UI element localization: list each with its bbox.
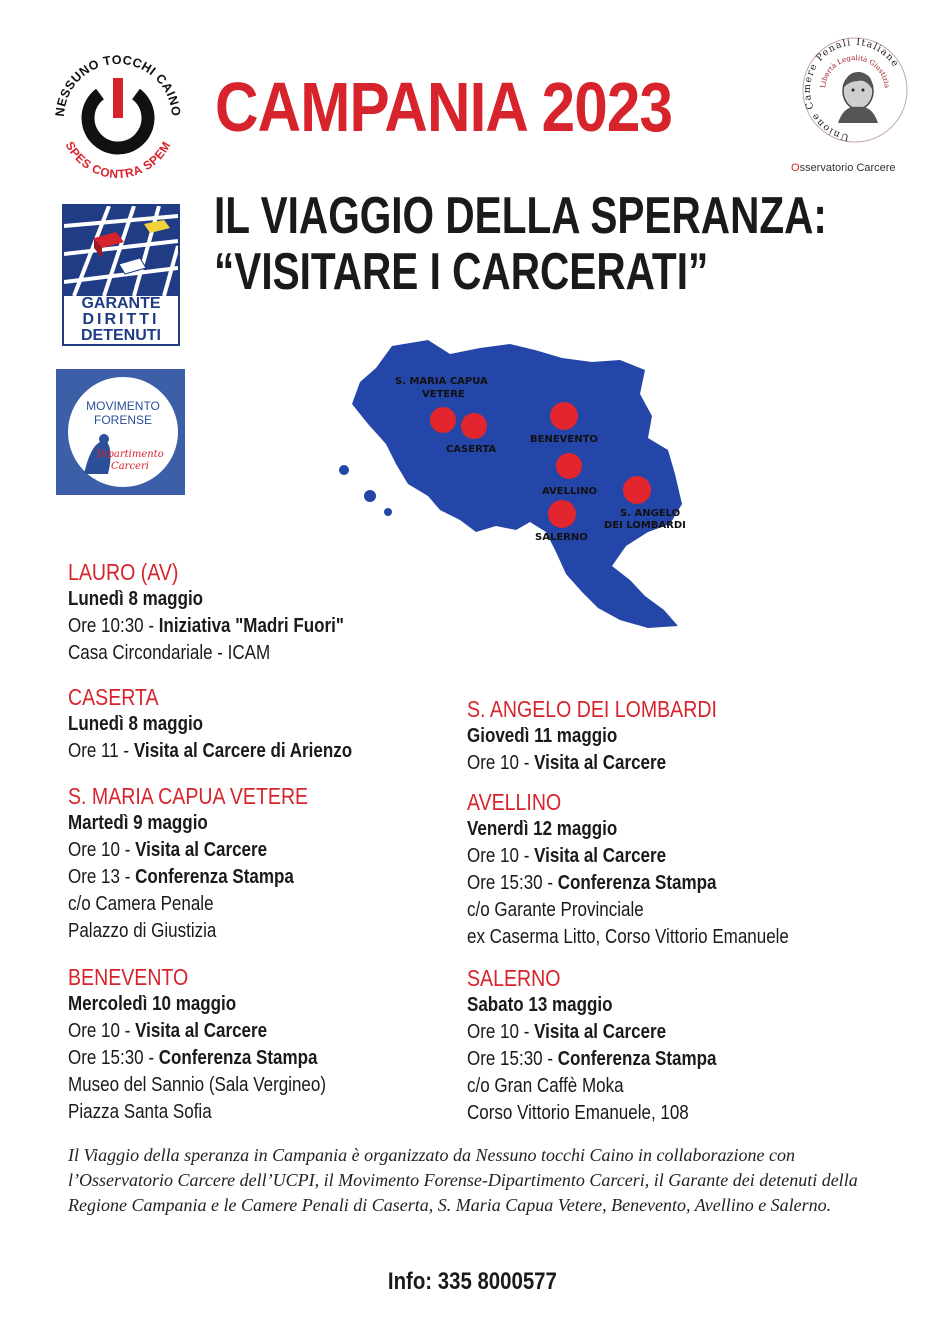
event-title: S. ANGELO DEI LOMBARDI — [467, 696, 717, 722]
event-caserta — [68, 683, 402, 765]
event-activity: Conferenza Stampa — [557, 872, 717, 894]
mf-line1: MOVIMENTO — [86, 399, 160, 413]
event-activity: Visita al Carcere — [534, 845, 667, 867]
event-sant-angelo — [467, 695, 761, 777]
movimento-forense-logo — [56, 369, 185, 495]
ntc-bottom-text: SPES CONTRA SPEM — [62, 138, 174, 182]
event-activity: Visita al Carcere — [534, 1021, 667, 1043]
campania-map — [330, 334, 760, 644]
page-title: CAMPANIA 2023 — [215, 68, 673, 146]
ntc-top-text: NESSUNO TOCCHI CAINO — [52, 52, 184, 118]
pin-sant-angelo — [623, 476, 651, 504]
osservatorio-initial: O — [791, 162, 800, 174]
pin-avellino — [556, 453, 582, 479]
info-contact — [0, 1268, 945, 1296]
map-label-salerno: SALERNO — [535, 532, 588, 543]
event-date: Venerdì 12 maggio — [467, 818, 618, 840]
event-title: SALERNO — [467, 965, 561, 991]
event-time: Ore 10 - — [467, 1021, 535, 1043]
map-label-sant-angelo-2: DEI LOMBARDI — [604, 520, 686, 531]
mf-script-text: Dipartimento Carceri — [96, 449, 164, 472]
event-activity: Iniziativa "Madri Fuori" — [158, 615, 344, 637]
mf-line2: FORENSE — [93, 413, 152, 427]
event-title: BENEVENTO — [68, 964, 189, 990]
event-benevento — [68, 963, 372, 1126]
event-date: Mercoledì 10 maggio — [68, 993, 237, 1015]
pin-benevento — [550, 402, 578, 430]
ucpi-ring-text: Unione Camere Penali Italiane — [801, 36, 902, 143]
garante-line1: GARANTE — [81, 295, 161, 312]
pin-santa-maria — [430, 407, 456, 433]
event-location: c/o Garante Provinciale — [467, 899, 644, 921]
event-activity: Conferenza Stampa — [158, 1047, 318, 1069]
event-lauro — [68, 558, 393, 667]
subtitle-line-2: “VISITARE I CARCERATI” — [214, 243, 709, 301]
event-date: Martedì 9 maggio — [68, 812, 208, 834]
event-title: S. MARIA CAPUA VETERE — [68, 783, 309, 809]
map-label-benevento: BENEVENTO — [530, 434, 598, 445]
event-activity: Conferenza Stampa — [557, 1048, 717, 1070]
pin-caserta — [461, 413, 487, 439]
footer-paragraph: Il Viaggio della speranza in Campania è organizzato da Nessuno tocchi Caino in collaborazione con l’Osservatorio Carcere dell’UCPI, il Movimento Forense-Dipartimento Carceri, il Garante dei detenuti della Regione Campania e le Camere Penali di Caserta, S. Maria Capua Vetere, Benevento, Avellino e Salerno. — [68, 1145, 858, 1215]
event-activity: Visita al Carcere — [135, 839, 268, 861]
event-location: Casa Circondariale - ICAM — [68, 642, 271, 664]
event-title: AVELLINO — [467, 789, 562, 815]
event-time: Ore 15:30 - — [467, 1048, 558, 1070]
info-text: Info: 335 8000577 — [388, 1268, 557, 1295]
map-label-sant-angelo-1: S. ANGELO — [620, 508, 681, 519]
event-date: Giovedì 11 maggio — [467, 725, 618, 747]
event-location: Piazza Santa Sofia — [68, 1101, 212, 1123]
event-location: c/o Gran Caffè Moka — [467, 1075, 624, 1097]
power-bar-icon — [113, 78, 123, 118]
nessuno-tocchi-caino-logo — [48, 48, 188, 188]
garante-line3: DETENUTI — [81, 327, 161, 344]
event-time: Ore 10:30 - — [68, 615, 159, 637]
portrait-icon — [838, 72, 878, 123]
event-time: Ore 15:30 - — [68, 1047, 159, 1069]
event-avellino — [467, 788, 846, 951]
osservatorio-rest: sservatorio Carcere — [799, 162, 896, 174]
osservatorio-carcere-caption — [791, 162, 896, 174]
event-location: Corso Vittorio Emanuele, 108 — [467, 1102, 689, 1124]
garante-diritti-detenuti-logo — [62, 204, 180, 346]
event-time: Ore 15:30 - — [467, 872, 558, 894]
event-activity: Visita al Carcere di Arienzo — [133, 740, 353, 762]
event-location: c/o Camera Penale — [68, 893, 214, 915]
map-label-santa-maria-1: S. MARIA CAPUA — [395, 376, 488, 387]
event-date: Lunedì 8 maggio — [68, 588, 204, 610]
garante-line2: DIRITTI — [82, 311, 160, 328]
event-location: ex Caserma Litto, Corso Vittorio Emanuele — [467, 926, 789, 948]
event-title: LAURO (AV) — [68, 559, 179, 585]
event-time: Ore 11 - — [68, 740, 134, 762]
grid-cubes-icon — [64, 206, 178, 296]
event-activity: Conferenza Stampa — [135, 866, 294, 888]
pin-salerno — [548, 500, 576, 528]
subtitle-line-1: IL VIAGGIO DELLA SPERANZA: — [214, 187, 827, 245]
event-location: Palazzo di Giustizia — [68, 920, 217, 942]
event-time: Ore 10 - — [467, 752, 535, 774]
event-time: Ore 13 - — [68, 866, 136, 888]
event-time: Ore 10 - — [467, 845, 535, 867]
event-time: Ore 10 - — [68, 839, 136, 861]
map-label-avellino: AVELLINO — [542, 486, 597, 497]
event-location: Museo del Sannio (Sala Vergineo) — [68, 1074, 327, 1096]
event-title: CASERTA — [68, 684, 159, 710]
event-time: Ore 10 - — [68, 1020, 136, 1042]
ucpi-inner-text: Libertà Legalità Giustizia — [819, 53, 891, 89]
event-activity: Visita al Carcere — [534, 752, 667, 774]
event-activity: Visita al Carcere — [135, 1020, 268, 1042]
event-santa-maria — [68, 782, 350, 945]
map-label-caserta: CASERTA — [446, 444, 497, 455]
ucpi-logo — [800, 35, 910, 145]
map-label-santa-maria-2: VETERE — [422, 389, 465, 400]
event-date: Lunedì 8 maggio — [68, 713, 204, 735]
event-salerno — [467, 964, 760, 1127]
event-date: Sabato 13 maggio — [467, 994, 613, 1016]
